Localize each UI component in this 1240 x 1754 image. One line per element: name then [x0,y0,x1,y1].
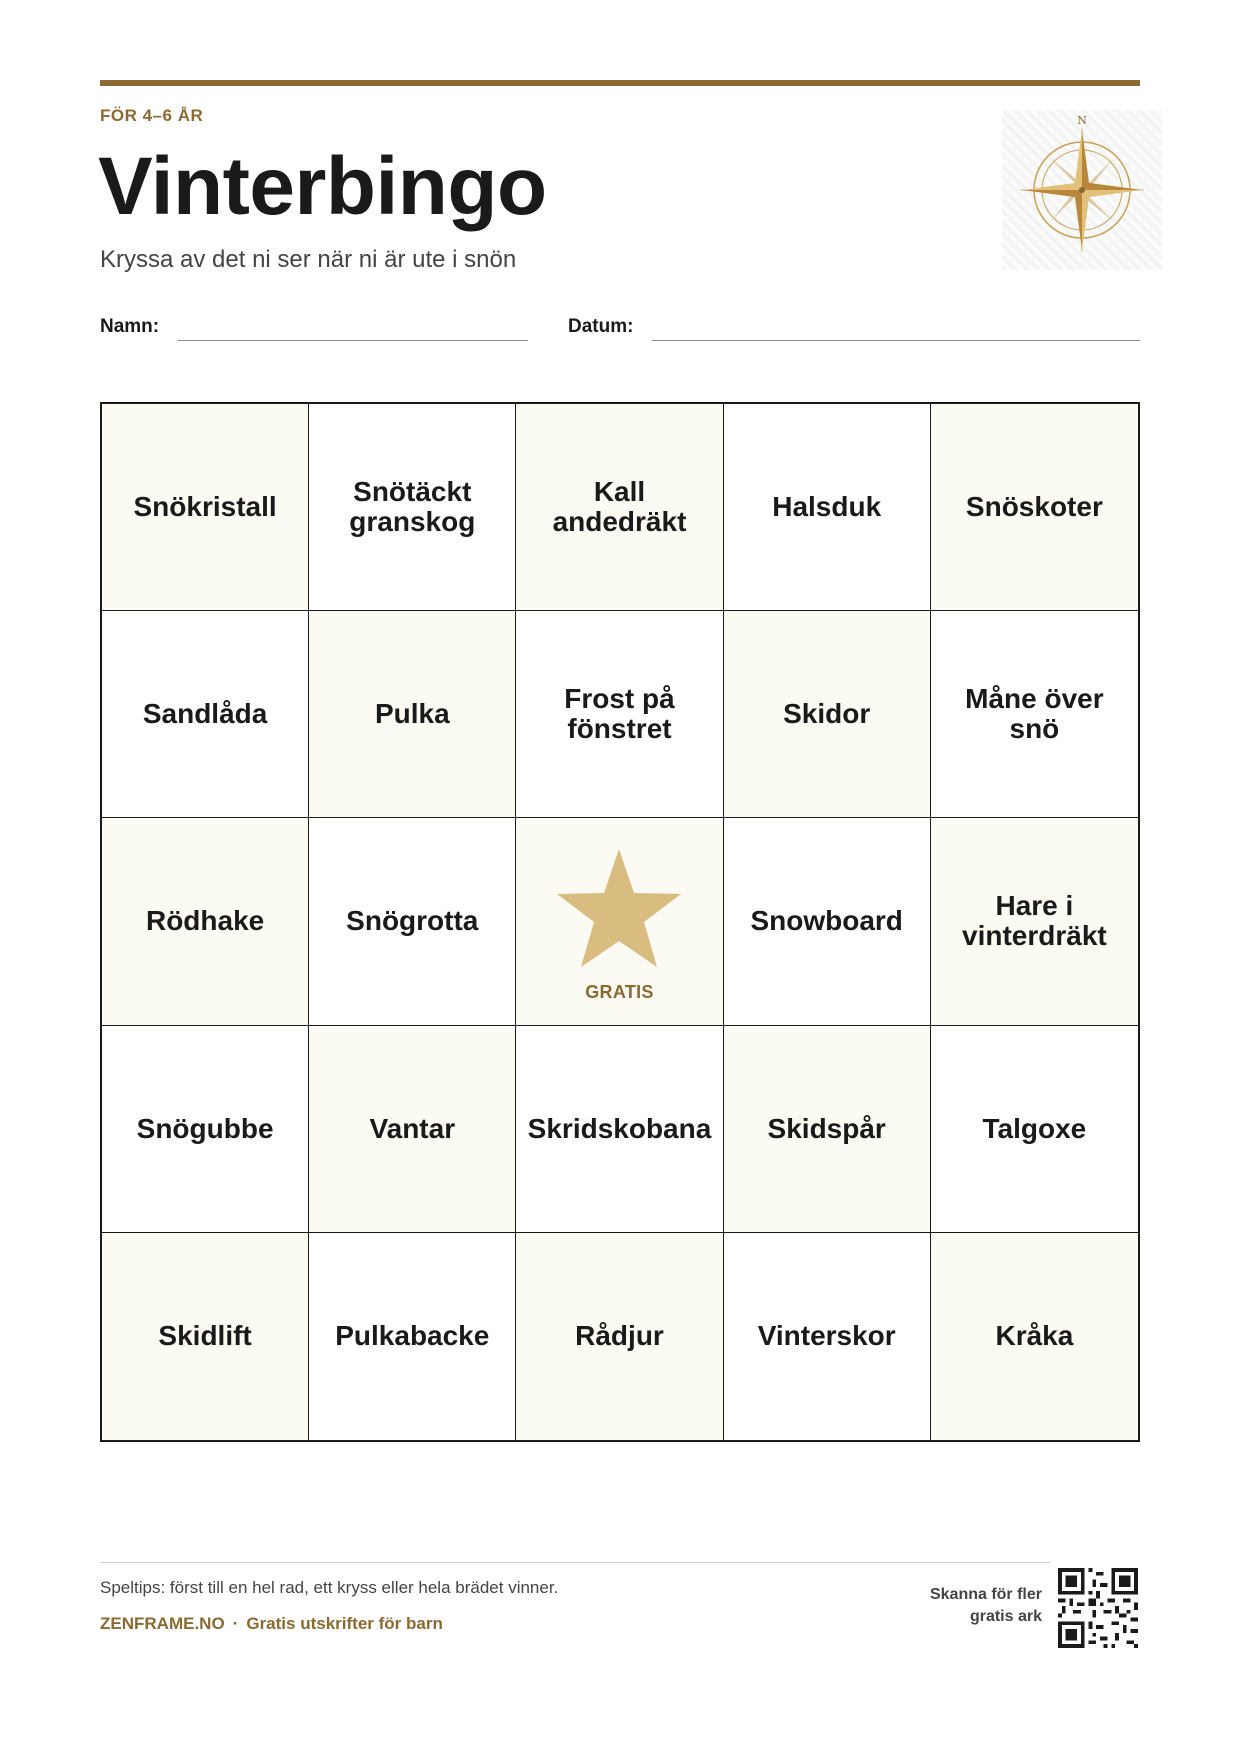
bingo-cell[interactable]: Pulkabacke [309,1233,516,1440]
bingo-cell[interactable]: Pulka [309,611,516,818]
bingo-cell[interactable]: Halsduk [724,404,931,611]
bingo-cell[interactable]: Vinterskor [724,1233,931,1440]
free-label: GRATIS [585,981,654,1002]
name-label: Namn: [100,316,160,337]
brand-tagline: Gratis utskrifter för barn [246,1614,443,1633]
brand-line [100,1614,443,1634]
bingo-cell[interactable]: Snökristall [102,404,309,611]
bingo-cell[interactable]: Snowboard [724,818,931,1025]
bingo-cell[interactable]: Skidlift [102,1233,309,1440]
bingo-cell[interactable]: Snögrotta [309,818,516,1025]
scan-line-1: Skanna för fler [929,1586,1042,1603]
star-icon [554,847,684,971]
bingo-cell[interactable]: Rådjur [516,1233,723,1440]
bingo-cell[interactable]: Snötäckt granskog [309,404,516,611]
compass-rose-icon [1002,110,1162,270]
bingo-cell[interactable]: Skridskobana [516,1026,723,1233]
name-line[interactable] [178,340,528,341]
bingo-cell[interactable]: Frost på fönstret [516,611,723,818]
bingo-cell[interactable]: Talgoxe [931,1026,1138,1233]
bingo-cell[interactable]: Rödhake [102,818,309,1025]
scan-text [930,1584,1042,1629]
bingo-cell[interactable]: Snögubbe [102,1026,309,1233]
bingo-cell[interactable]: Hare i vinterdräkt [931,818,1138,1025]
date-label: Datum: [568,316,634,337]
play-tip: Speltips: först till en hel rad, ett kryss eller hela brädet vinner. [100,1578,559,1597]
bingo-cell[interactable]: Skidspår [724,1026,931,1233]
bingo-board [100,402,1140,1442]
brand-separator: · [232,1614,239,1633]
scan-line-2: gratis ark [969,1608,1042,1626]
footer-rule [100,1562,1050,1563]
bingo-cell[interactable]: Skidor [724,611,931,818]
bingo-cell[interactable]: Kall andedräkt [516,404,723,611]
top-rule [100,80,1140,86]
age-label: FÖR 4–6 ÅR [100,106,204,125]
free-cell[interactable] [516,818,723,1025]
qr-code-icon[interactable] [1058,1568,1138,1648]
bingo-cell[interactable]: Sandlåda [102,611,309,818]
bingo-cell[interactable]: Snöskoter [931,404,1138,611]
brand-name[interactable]: ZENFRAME.NO [100,1614,225,1633]
page-subtitle: Kryssa av det ni ser när ni är ute i snön [100,246,517,273]
page-title: Vinterbingo [98,141,547,232]
bingo-cell[interactable]: Vantar [309,1026,516,1233]
bingo-cell[interactable]: Måne över snö [931,611,1138,818]
compass-north-label: N [1077,114,1087,127]
date-line[interactable] [652,340,1140,341]
bingo-cell[interactable]: Kråka [931,1233,1138,1440]
